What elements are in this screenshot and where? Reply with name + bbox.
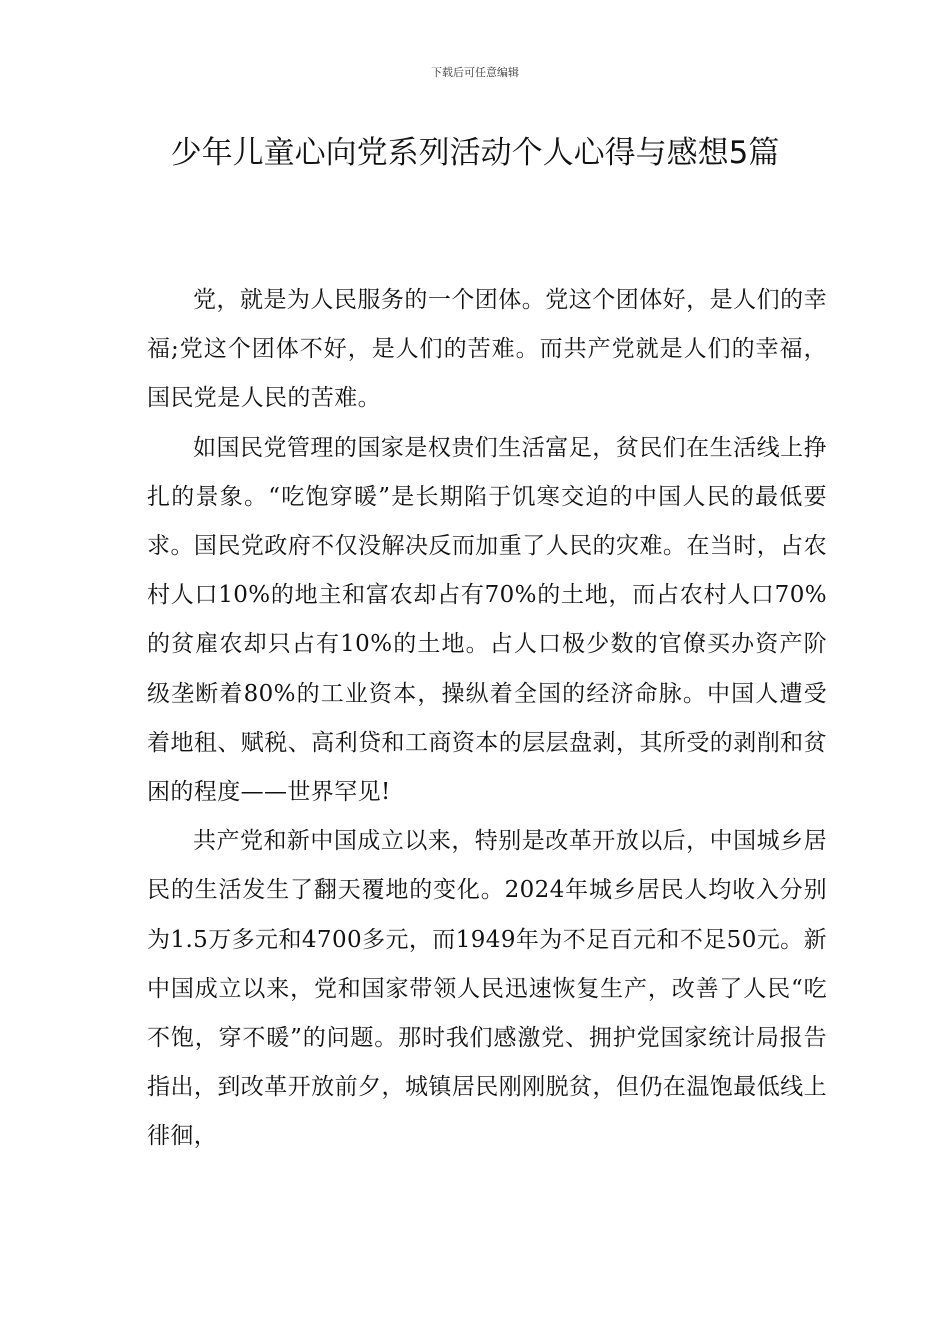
paragraph-2: 如国民党管理的国家是权贵们生活富足，贫民们在生活线上挣扎的景象。“吃饱穿暖”是长期陷于饥寒交迫的中国人民的最低要求。国民党政府不仅没解决反而加重了人民的灾难。在当时，占农村人口10%的地主和富农却占有70%的土地，而占农村人口70%的贫雇农却只占有10%的土地。占人口极少数的官僚买办资产阶级垄断着80%的工业资本，操纵着全国的经济命脉。中国人遭受着地租、赋税、高利贷和工商资本的层层盘剥，其所受的剥削和贫困的程度——世界罕见! [147, 434, 827, 806]
paragraph-1: 党，就是为人民服务的一个团体。党这个团体好，是人们的幸福;党这个团体不好，是人们的苦难。而共产党就是人们的幸福，国民党是人民的苦难。 [147, 287, 827, 412]
document-body [147, 276, 827, 1162]
document-title: 少年儿童心向党系列活动个人心得与感想5篇 [170, 135, 780, 171]
paragraph-3: 共产党和新中国成立以来，特别是改革开放以后，中国城乡居民的生活发生了翻天覆地的变化。2024年城乡居民人均收入分别为1.5万多元和4700多元，而1949年为不足百元和不足50元。新中国成立以来，党和国家带领人民迅速恢复生产，改善了人民“吃不饱，穿不暖”的问题。那时我们感激党、拥护党国家统计局报告指出，到改革开放前夕，城镇居民刚刚脱贫，但仍在温饱最低线上徘徊， [147, 828, 827, 1150]
header-note: 下载后可任意编辑 [431, 66, 519, 79]
